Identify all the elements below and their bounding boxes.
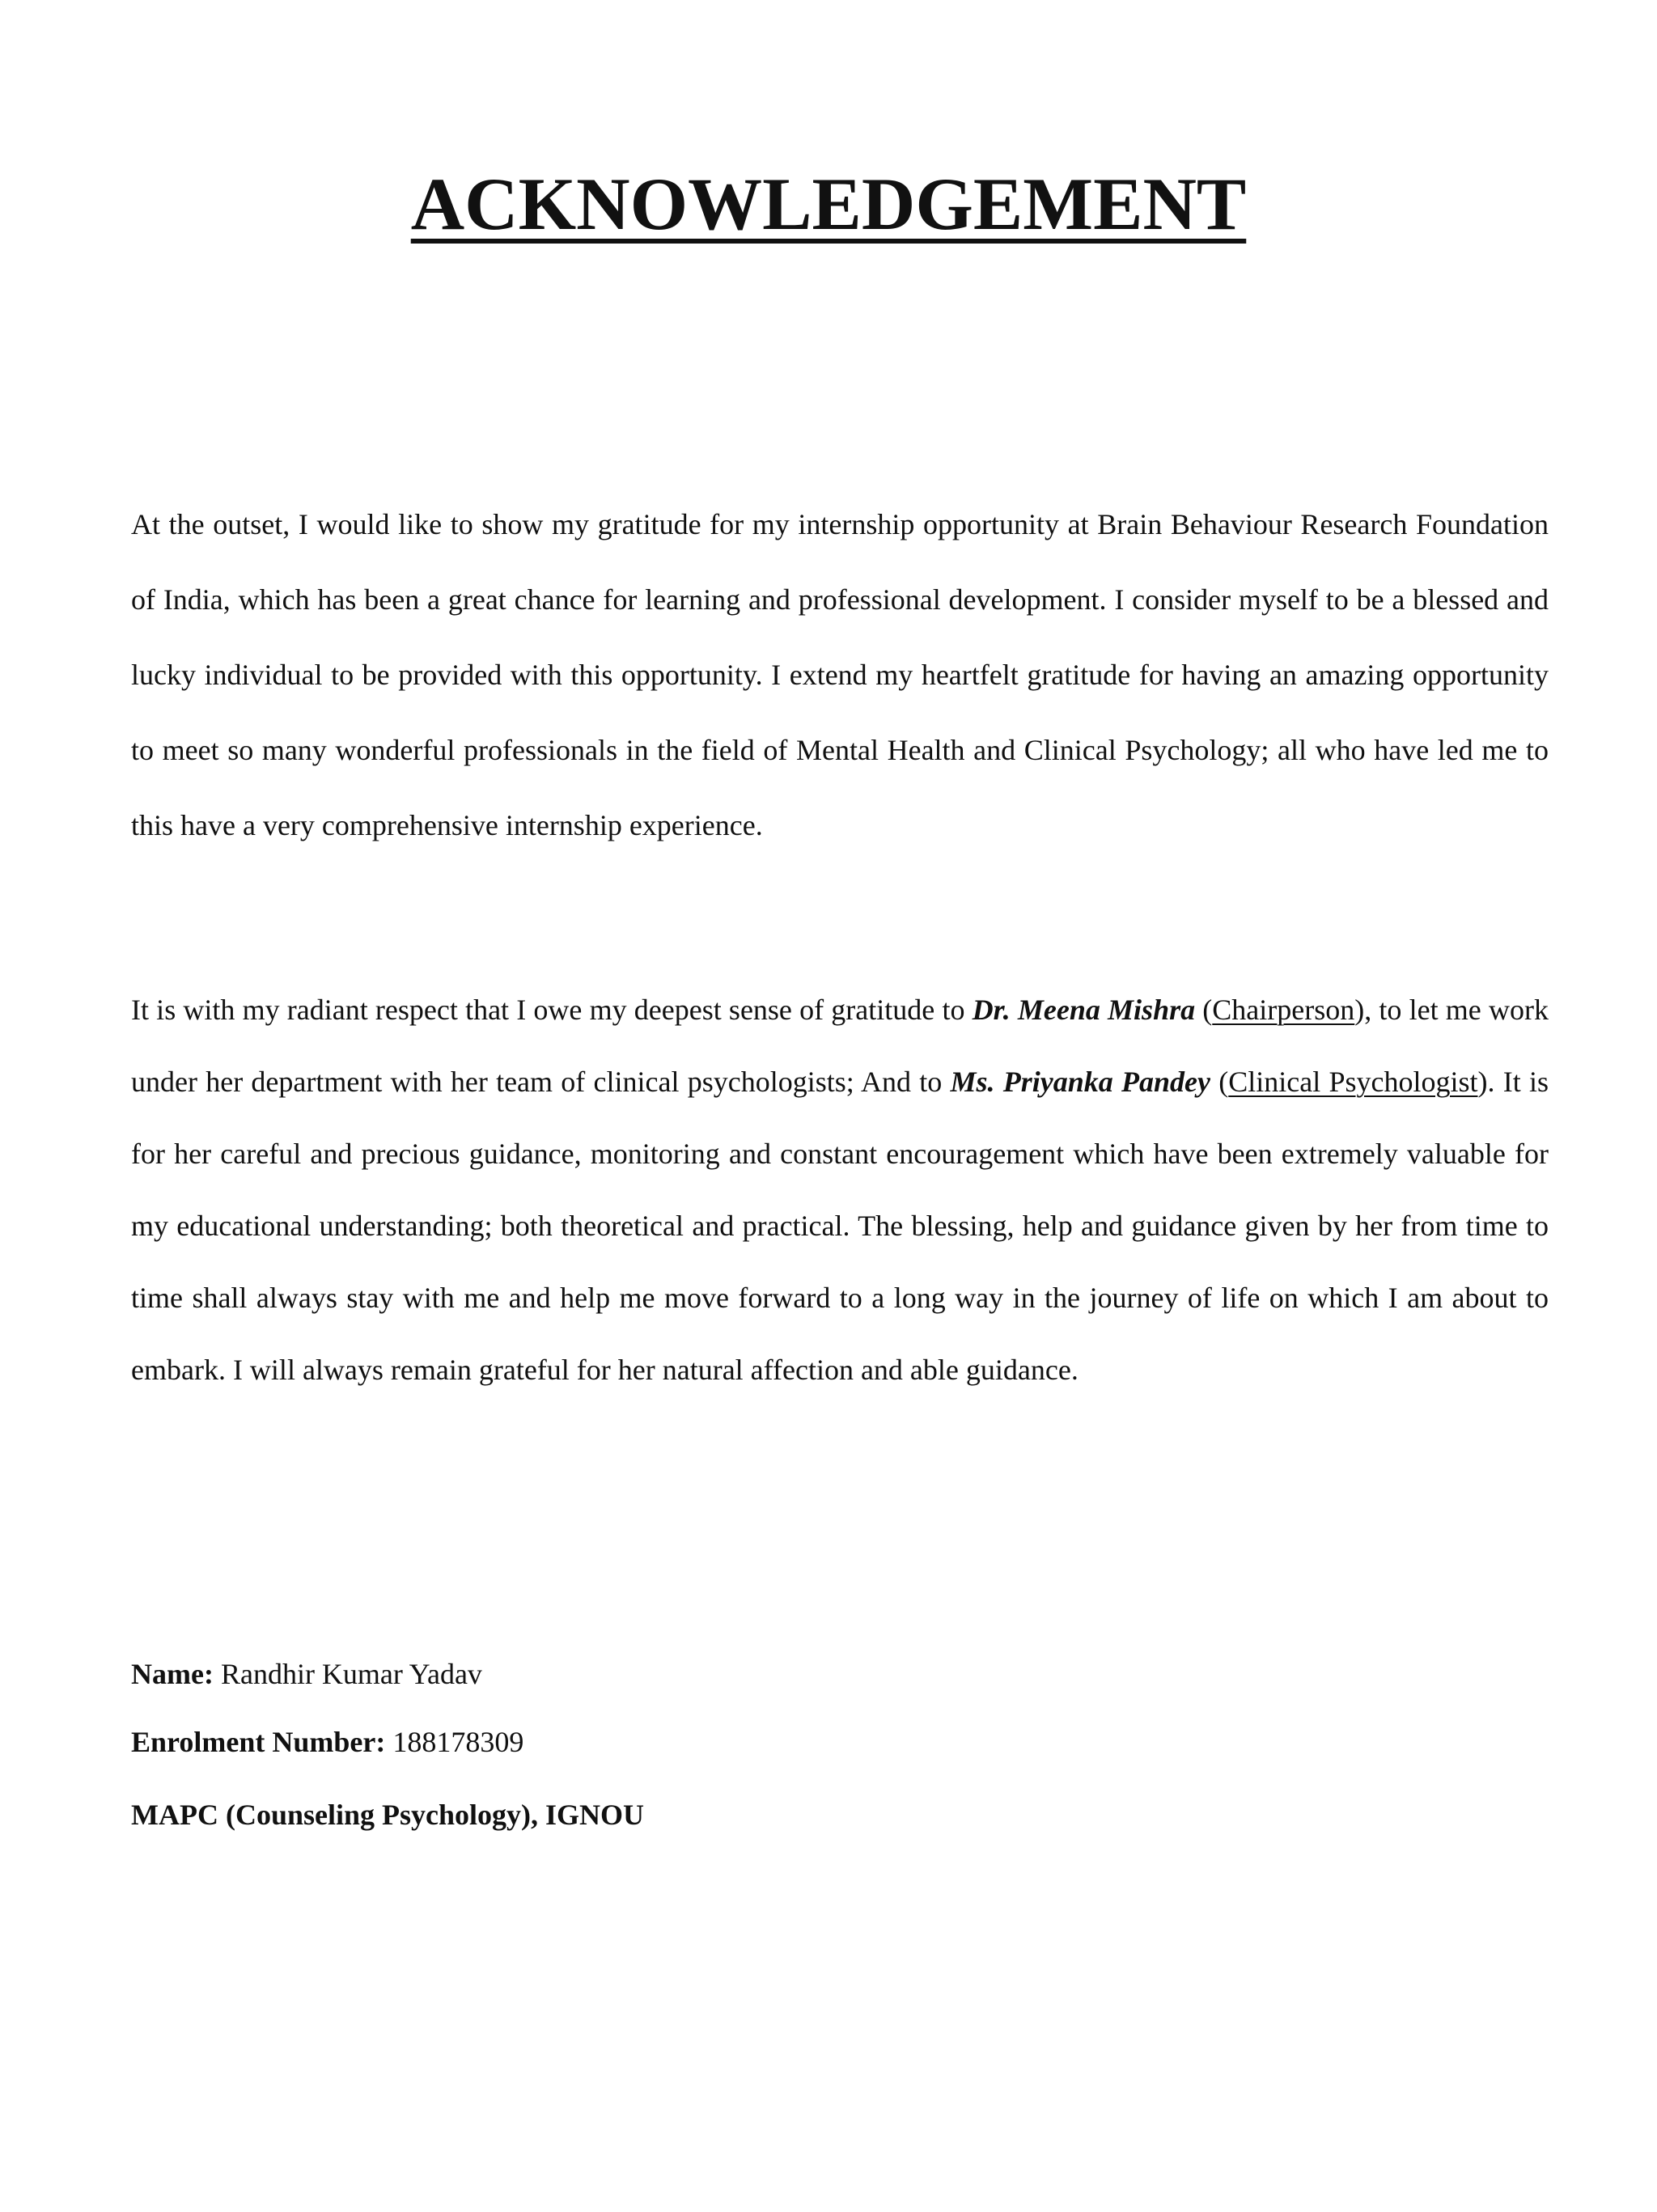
enrolment-value: 188178309 — [385, 1726, 524, 1758]
signature-name-line — [131, 1657, 482, 1692]
paragraph-text: ). It is for her careful and precious guidance, monitoring and constant encouragement which have been extremely valuable for my educational understanding; both theoretical and practical. The blessing, help and guidance given by her from time to time shall always stay with me and help me move forward to a long way in the journey of life on which I am about to embark. I will always remain grateful for her natural affection and able guidance. — [131, 1066, 1549, 1386]
signature-programme-line: MAPC (Counseling Psychology), IGNOU — [131, 1799, 645, 1831]
mentor-name-priyanka-pandey: Ms. Priyanka Pandey — [950, 1066, 1210, 1098]
paragraph-internship-gratitude: At the outset, I would like to show my gratitude for my internship opportunity at Brain Behaviour Research Foundation of India, which has been a great chance for learning and professional development. I consider myself to be a blessed and lucky individual to be provided with this opportunity. I extend my heartfelt gratitude for having an amazing opportunity to meet so many wonderful professionals in the field of Mental Health and Clinical Psychology; all who have led me to this have a very comprehensive internship experience. — [131, 508, 1549, 841]
signature-enrolment-line — [131, 1725, 523, 1760]
mentor-name-meena-mishra: Dr. Meena Mishra — [972, 994, 1196, 1026]
paragraph-text: ( — [1210, 1066, 1229, 1098]
page-title: ACKNOWLEDGEMENT — [410, 163, 1247, 245]
paragraph-text: ), to let me work under her department with her team of clinical psychologists; And to — [131, 994, 1549, 1098]
paragraph-text: It is with my radiant respect that I owe my deepest sense of gratitude to — [131, 994, 973, 1026]
mentor-role-clinical-psychologist: Clinical Psychologist — [1228, 1066, 1478, 1098]
enrolment-label: Enrolment Number: — [131, 1726, 386, 1758]
paragraph-text: ( — [1195, 994, 1213, 1026]
mentor-role-chairperson: Chairperson — [1212, 994, 1355, 1026]
name-value: Randhir Kumar Yadav — [213, 1658, 482, 1690]
paragraph-mentor-gratitude — [131, 974, 1549, 1406]
name-label: Name: — [131, 1658, 214, 1690]
